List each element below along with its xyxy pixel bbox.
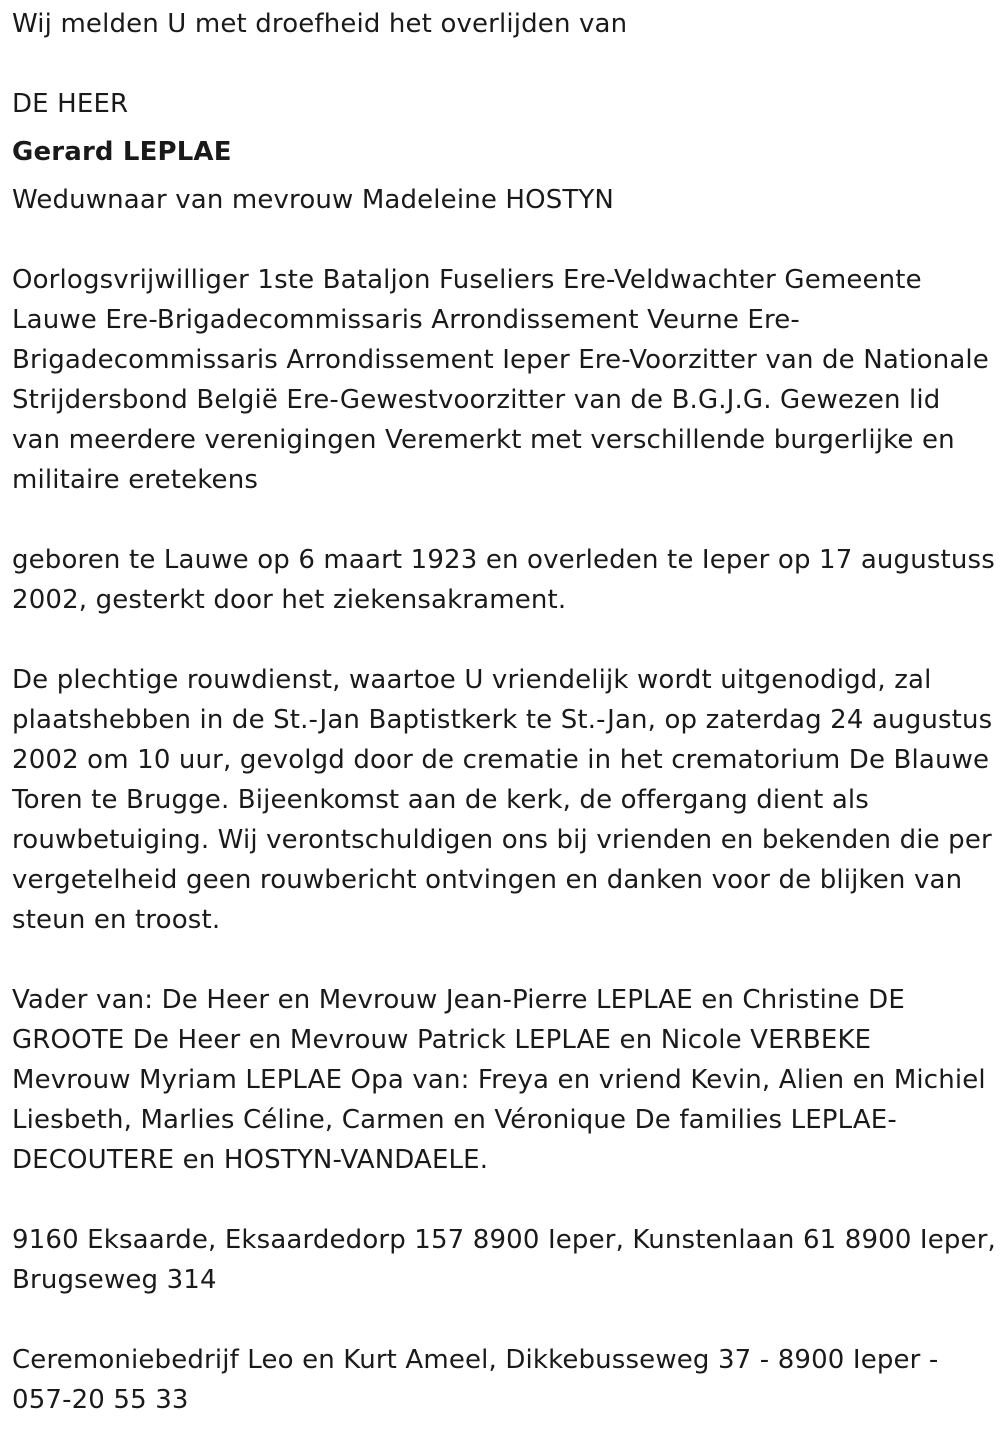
spacer	[12, 500, 996, 540]
spacer	[12, 620, 996, 660]
addresses-paragraph: 9160 Eksaarde, Eksaardedorp 157 8900 Ieper, Kunstenlaan 61 8900 Ieper, Brugseweg 314	[12, 1225, 996, 1295]
birth-death-paragraph: geboren te Lauwe op 6 maart 1923 en overleden te Ieper op 17 augustuss 2002, gesterkt door het ziekensakrament.	[12, 545, 995, 615]
spacer	[12, 1180, 996, 1220]
honorific-title: DE HEER	[12, 89, 129, 119]
honors-paragraph: Oorlogsvrijwilliger 1ste Bataljon Fuseliers Ere-Veldwachter Gemeente Lauwe Ere-Brigadecommissaris Arrondissement Veurne Ere-Brigadecommissaris Arrondissement Ieper Ere-Voorzitter van de Nationale Strijdersbond België Ere-Gewestvoorzitter van de B.G.J.G. Gewezen lid van meerdere verenigingen Veremerkt met verschillende burgerlijke en militaire eretekens	[12, 265, 989, 495]
service-paragraph: De plechtige rouwdienst, waartoe U vriendelijk wordt uitgenodigd, zal plaatshebben in de St.-Jan Baptistkerk te St.-Jan, op zaterdag 24 augustus 2002 om 10 uur, gevolgd door de crematie in het crematorium De Blauwe Toren te Brugge. Bijeenkomst aan de kerk, de offergang dient als rouwbetuiging. Wij verontschuldigen ons bij vrienden en bekenden die per vergetelheid geen rouwbericht ontvingen en danken voor de blijken van steun en troost.	[12, 665, 993, 935]
spacer	[12, 220, 996, 260]
spacer	[12, 44, 996, 84]
deceased-name: Gerard LEPLAE	[12, 137, 232, 167]
family-paragraph: Vader van: De Heer en Mevrouw Jean-Pierre LEPLAE en Christine DE GROOTE De Heer en Mevrouw Patrick LEPLAE en Nicole VERBEKE Mevrouw Myriam LEPLAE Opa van: Freya en vriend Kevin, Alien en Michiel Liesbeth, Marlies Céline, Carmen en Véronique De families LEPLAE-DECOUTERE en HOSTYN-VANDAELE.	[12, 985, 986, 1175]
intro-text: Wij melden U met droefheid het overlijden van	[12, 9, 628, 39]
spacer	[12, 1300, 996, 1340]
spacer	[12, 940, 996, 980]
obituary-document	[12, 4, 996, 1420]
spouse-line: Weduwnaar van mevrouw Madeleine HOSTYN	[12, 185, 615, 215]
funeral-home-paragraph: Ceremoniebedrijf Leo en Kurt Ameel, Dikkebusseweg 37 - 8900 Ieper - 057-20 55 33	[12, 1345, 939, 1415]
